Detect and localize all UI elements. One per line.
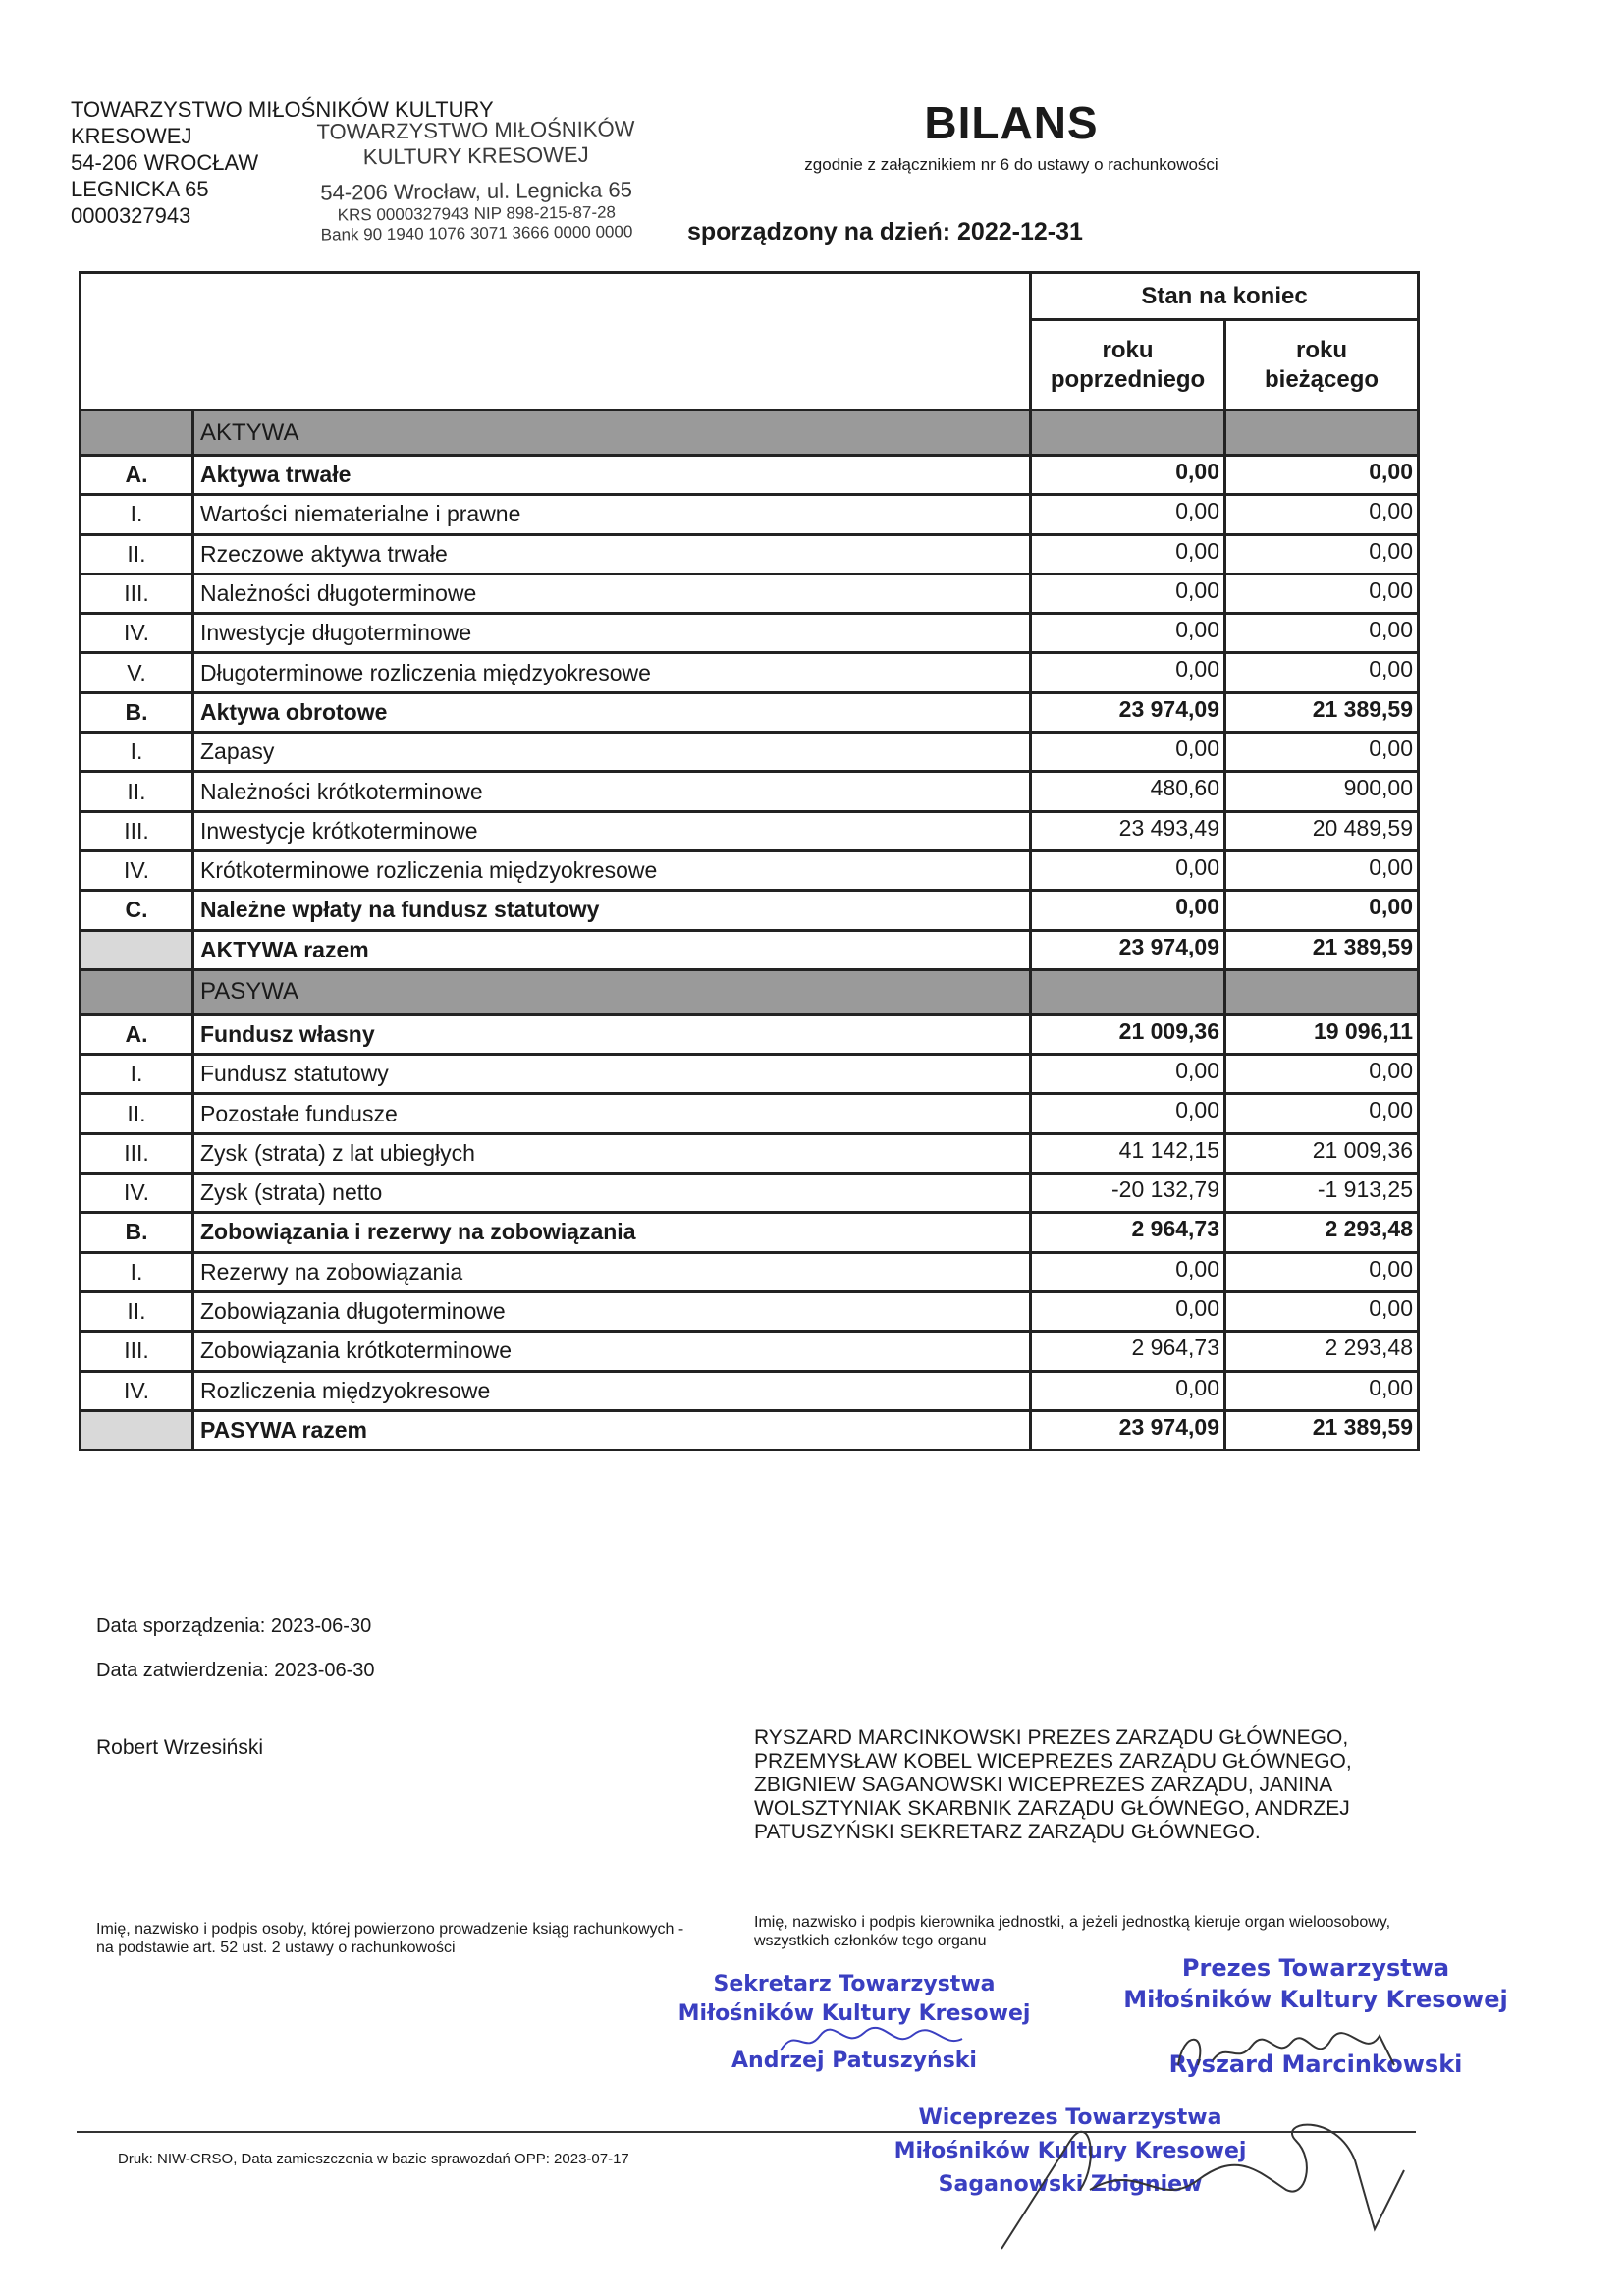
- row-label: PASYWA razem: [193, 1410, 1031, 1449]
- row-number: B.: [81, 692, 193, 732]
- table-row: [81, 969, 1419, 1014]
- value-prev-year: 0,00: [1031, 1371, 1225, 1410]
- value-prev-year: [1031, 410, 1225, 456]
- value-curr-year: [1225, 969, 1419, 1014]
- value-prev-year: 0,00: [1031, 534, 1225, 574]
- value-curr-year: 0,00: [1225, 733, 1419, 772]
- row-number: III.: [81, 811, 193, 850]
- value-prev-year: 0,00: [1031, 891, 1225, 930]
- value-prev-year: 41 142,15: [1031, 1133, 1225, 1173]
- row-number: A.: [81, 1014, 193, 1054]
- stamp-text: Wiceprezes Towarzystwa: [918, 2105, 1222, 2130]
- value-prev-year: 2 964,73: [1031, 1332, 1225, 1371]
- value-curr-year: 0,00: [1225, 653, 1419, 692]
- value-prev-year: 21 009,36: [1031, 1014, 1225, 1054]
- value-prev-year: 0,00: [1031, 850, 1225, 890]
- row-number: [81, 930, 193, 969]
- header-blank: [81, 273, 1031, 410]
- value-prev-year: 0,00: [1031, 495, 1225, 534]
- row-label: Należne wpłaty na fundusz statutowy: [193, 891, 1031, 930]
- value-curr-year: 21 389,59: [1225, 1410, 1419, 1449]
- value-curr-year: 0,00: [1225, 534, 1419, 574]
- table-row: [81, 1291, 1419, 1331]
- table-row: [81, 653, 1419, 692]
- row-number: A.: [81, 456, 193, 495]
- row-label: Zobowiązania krótkoterminowe: [193, 1332, 1031, 1371]
- row-label: Krótkoterminowe rozliczenia międzyokresowe: [193, 850, 1031, 890]
- table-row: [81, 1094, 1419, 1133]
- accountant-caption: Imię, nazwisko i podpis osoby, której powierzono prowadzenie ksiąg rachunkowych - na podstawie art. 52 ust. 2 ustawy o rachunkowości: [96, 1921, 684, 1956]
- stamp-text: Prezes Towarzystwa: [1181, 1954, 1450, 1982]
- row-number: [81, 1410, 193, 1449]
- value-curr-year: 21 389,59: [1225, 930, 1419, 969]
- header-curr-line: bieżącego: [1264, 365, 1380, 393]
- row-number: [81, 969, 193, 1014]
- table-row: [81, 692, 1419, 732]
- value-curr-year: 900,00: [1225, 772, 1419, 811]
- table-row: [81, 1014, 1419, 1054]
- row-number: C.: [81, 891, 193, 930]
- row-label: Wartości niematerialne i prawne: [193, 495, 1031, 534]
- row-label: Aktywa trwałe: [193, 456, 1031, 495]
- row-label: Fundusz własny: [193, 1014, 1031, 1054]
- row-number: I.: [81, 733, 193, 772]
- table-row: [81, 574, 1419, 613]
- value-prev-year: 0,00: [1031, 733, 1225, 772]
- value-prev-year: 0,00: [1031, 574, 1225, 613]
- row-number: I.: [81, 1252, 193, 1291]
- value-prev-year: 0,00: [1031, 1094, 1225, 1133]
- row-label: Zysk (strata) z lat ubiegłych: [193, 1133, 1031, 1173]
- value-curr-year: 0,00: [1225, 1055, 1419, 1094]
- header-prev-year: [1031, 320, 1225, 410]
- management-caption: Imię, nazwisko i podpis kierownika jednostki, a jeżeli jednostką kieruje organ wieloosobowy, wszystkich członków tego organu: [754, 1914, 1391, 1949]
- value-curr-year: 0,00: [1225, 891, 1419, 930]
- table-row: [81, 930, 1419, 969]
- row-label: PASYWA: [193, 969, 1031, 1014]
- secretary-signature: [776, 2021, 972, 2060]
- table-row: [81, 456, 1419, 495]
- org-line: 54-206 WROCŁAW: [71, 150, 259, 175]
- value-prev-year: 0,00: [1031, 456, 1225, 495]
- value-prev-year: 23 974,09: [1031, 1410, 1225, 1449]
- document-subtitle: zgodnie z załącznikiem nr 6 do ustawy o rachunkowości: [804, 155, 1218, 174]
- stamp-text: Sekretarz Towarzystwa: [713, 1972, 996, 1996]
- stamp-text: Miłośników Kultury Kresowej: [1123, 1986, 1508, 2013]
- value-prev-year: 23 974,09: [1031, 692, 1225, 732]
- value-curr-year: 0,00: [1225, 1291, 1419, 1331]
- value-curr-year: 20 489,59: [1225, 811, 1419, 850]
- vice-president-signature: [943, 2102, 1414, 2259]
- stamp-line: TOWARZYSTWO MIŁOŚNIKÓW: [316, 116, 635, 144]
- stamp-text: Ryszard Marcinkowski: [1168, 2050, 1463, 2078]
- management-names: RYSZARD MARCINKOWSKI PREZES ZARZĄDU GŁÓWNEGO, PRZEMYSŁAW KOBEL WICEPREZES ZARZĄDU GŁÓWNEGO, ZBIGNIEW SAGANOWSKI WICEPREZES ZARZĄDU, JANINA WOLSZTYNIAK SKARBNIK ZARZĄDU GŁÓWNEGO, ANDRZEJ PATUSZYŃSKI SEKRETARZ ZARZĄDU GŁÓWNEGO.: [754, 1726, 1352, 1843]
- row-label: Inwestycje krótkoterminowe: [193, 811, 1031, 850]
- table-row: [81, 733, 1419, 772]
- value-curr-year: 19 096,11: [1225, 1014, 1419, 1054]
- document-title-block: [766, 96, 1257, 175]
- table-row: [81, 850, 1419, 890]
- row-number: II.: [81, 1291, 193, 1331]
- value-prev-year: 0,00: [1031, 1252, 1225, 1291]
- stamp-line: Bank 90 1940 1076 3071 3666 0000 0000: [320, 222, 633, 245]
- table-row: [81, 495, 1419, 534]
- table-header-row: [81, 273, 1419, 320]
- table-row: [81, 614, 1419, 653]
- row-label: Zobowiązania i rezerwy na zobowiązania: [193, 1213, 1031, 1252]
- accountant-name: Robert Wrzesiński: [96, 1736, 263, 1759]
- value-curr-year: -1 913,25: [1225, 1174, 1419, 1213]
- row-number: [81, 410, 193, 456]
- value-curr-year: 0,00: [1225, 1252, 1419, 1291]
- value-prev-year: 0,00: [1031, 1055, 1225, 1094]
- org-line: LEGNICKA 65: [71, 177, 209, 201]
- header-prev-line: roku: [1102, 336, 1154, 363]
- row-number: IV.: [81, 850, 193, 890]
- value-curr-year: 0,00: [1225, 456, 1419, 495]
- table-row: [81, 1055, 1419, 1094]
- stamp-text: Miłośników Kultury Kresowej: [893, 2139, 1247, 2163]
- row-number: IV.: [81, 1174, 193, 1213]
- value-curr-year: 0,00: [1225, 1094, 1419, 1133]
- balance-table: [79, 271, 1420, 1451]
- value-curr-year: 0,00: [1225, 850, 1419, 890]
- row-number: IV.: [81, 1371, 193, 1410]
- value-curr-year: 2 293,48: [1225, 1213, 1419, 1252]
- table-row: [81, 1371, 1419, 1410]
- row-label: Należności krótkoterminowe: [193, 772, 1031, 811]
- value-prev-year: 23 493,49: [1031, 811, 1225, 850]
- row-label: Zysk (strata) netto: [193, 1174, 1031, 1213]
- row-label: Aktywa obrotowe: [193, 692, 1031, 732]
- row-label: AKTYWA razem: [193, 930, 1031, 969]
- row-label: Zapasy: [193, 733, 1031, 772]
- value-prev-year: [1031, 969, 1225, 1014]
- table-row: [81, 1213, 1419, 1252]
- value-curr-year: 0,00: [1225, 1371, 1419, 1410]
- row-number: III.: [81, 1332, 193, 1371]
- row-label: Fundusz statutowy: [193, 1055, 1031, 1094]
- value-curr-year: 0,00: [1225, 614, 1419, 653]
- row-number: II.: [81, 772, 193, 811]
- row-label: AKTYWA: [193, 410, 1031, 456]
- value-prev-year: 0,00: [1031, 614, 1225, 653]
- row-label: Należności długoterminowe: [193, 574, 1031, 613]
- org-line: KRESOWEJ: [71, 124, 192, 148]
- value-prev-year: -20 132,79: [1031, 1174, 1225, 1213]
- value-prev-year: 480,60: [1031, 772, 1225, 811]
- value-curr-year: 21 389,59: [1225, 692, 1419, 732]
- row-number: II.: [81, 1094, 193, 1133]
- row-number: II.: [81, 534, 193, 574]
- row-label: Długoterminowe rozliczenia międzyokresowe: [193, 653, 1031, 692]
- table-row: [81, 534, 1419, 574]
- table-row: [81, 1133, 1419, 1173]
- table-row: [81, 1174, 1419, 1213]
- row-label: Zobowiązania długoterminowe: [193, 1291, 1031, 1331]
- stamp-line: 54-206 Wrocław, ul. Legnicka 65: [320, 177, 633, 205]
- date-prepared: Data sporządzenia: 2023-06-30: [96, 1615, 372, 1637]
- header-prev-line: poprzedniego: [1050, 365, 1206, 393]
- row-number: I.: [81, 1055, 193, 1094]
- row-label: Rozliczenia międzyokresowe: [193, 1371, 1031, 1410]
- stamp-line: KULTURY KRESOWEJ: [362, 141, 589, 170]
- value-curr-year: 2 293,48: [1225, 1332, 1419, 1371]
- org-line: 0000327943: [71, 203, 191, 228]
- table-row: [81, 1410, 1419, 1449]
- row-number: IV.: [81, 614, 193, 653]
- value-prev-year: 0,00: [1031, 653, 1225, 692]
- value-curr-year: 0,00: [1225, 574, 1419, 613]
- row-number: III.: [81, 574, 193, 613]
- stamp-text: Miłośników Kultury Kresowej: [677, 2001, 1031, 2026]
- header-col-group: Stan na koniec: [1031, 273, 1419, 320]
- org-line: TOWARZYSTWO MIŁOŚNIKÓW KULTURY: [71, 97, 494, 122]
- stamp-line: KRS 0000327943 NIP 898-215-87-28: [337, 202, 617, 225]
- stamp-text: Saganowski Zbigniew: [938, 2172, 1203, 2197]
- value-prev-year: 23 974,09: [1031, 930, 1225, 969]
- table-row: [81, 811, 1419, 850]
- value-prev-year: 2 964,73: [1031, 1213, 1225, 1252]
- organization-stamp: [294, 116, 658, 246]
- value-prev-year: 0,00: [1031, 1291, 1225, 1331]
- footer-divider: [77, 2131, 1416, 2133]
- balance-date: sporządzony na dzień: 2022-12-31: [687, 218, 1083, 246]
- table-row: [81, 772, 1419, 811]
- row-label: Inwestycje długoterminowe: [193, 614, 1031, 653]
- table-row: [81, 1332, 1419, 1371]
- row-label: Rzeczowe aktywa trwałe: [193, 534, 1031, 574]
- table-row: [81, 410, 1419, 456]
- president-signature: [1168, 2021, 1424, 2080]
- row-number: B.: [81, 1213, 193, 1252]
- row-label: Rezerwy na zobowiązania: [193, 1252, 1031, 1291]
- header-curr-line: roku: [1296, 336, 1348, 363]
- date-approved: Data zatwierdzenia: 2023-06-30: [96, 1660, 375, 1681]
- value-curr-year: [1225, 410, 1419, 456]
- print-note: Druk: NIW-CRSO, Data zamieszczenia w bazie sprawozdań OPP: 2023-07-17: [118, 2151, 629, 2167]
- row-label: Pozostałe fundusze: [193, 1094, 1031, 1133]
- document-title: BILANS: [924, 97, 1099, 148]
- value-curr-year: 0,00: [1225, 495, 1419, 534]
- row-number: I.: [81, 495, 193, 534]
- stamp-text: Andrzej Patuszyński: [731, 2049, 977, 2073]
- value-curr-year: 21 009,36: [1225, 1133, 1419, 1173]
- header-curr-year: [1225, 320, 1419, 410]
- row-number: III.: [81, 1133, 193, 1173]
- row-number: V.: [81, 653, 193, 692]
- table-row: [81, 891, 1419, 930]
- table-row: [81, 1252, 1419, 1291]
